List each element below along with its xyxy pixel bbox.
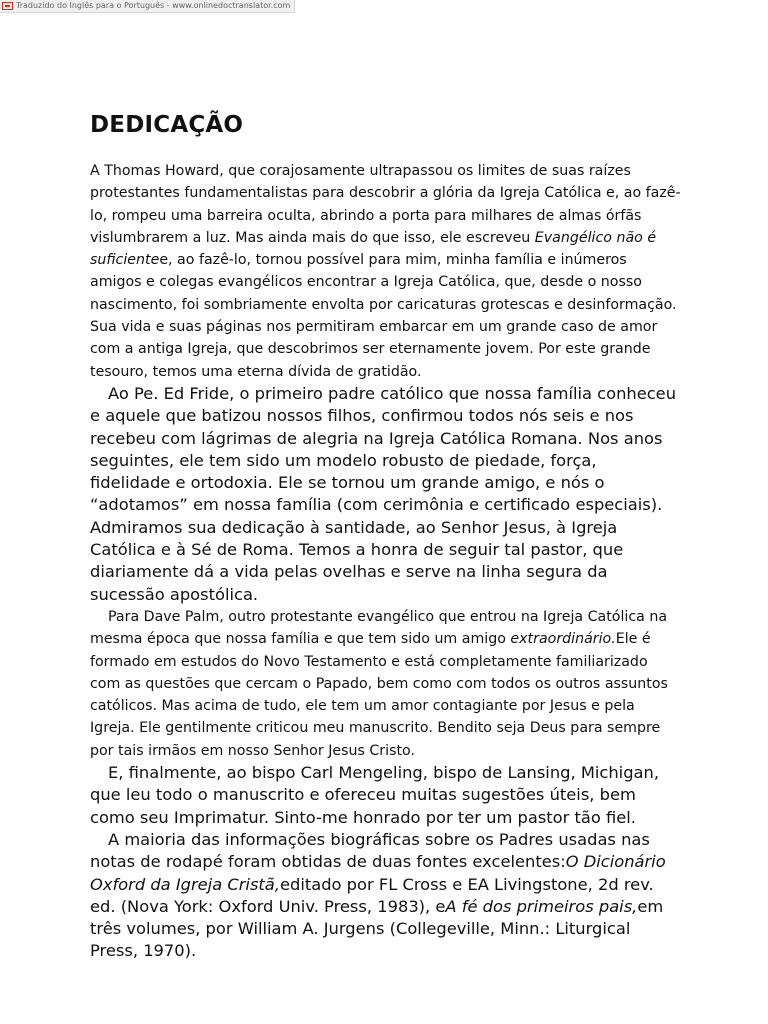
translator-banner-text[interactable]: Traduzido do Inglês para o Português - www.onlinedoctranslator.com bbox=[16, 1, 291, 10]
book-title-italic: Evangélico não é suficiente bbox=[90, 229, 657, 269]
paragraph-text: A Thomas Howard, que corajosamente ultrapassou os limites de suas raízes protestantes fundamentalistas para descobrir a glória da Igreja Católica e, ao fazê-lo, rompeu uma barreira oculta, abrindo a porta para milhares de almas órfãs vislumbrarem a luz. Mas ainda mais do que isso, ele escreveu bbox=[90, 163, 681, 246]
dedication-paragraph-palm bbox=[90, 606, 682, 762]
sources-paragraph bbox=[90, 829, 682, 963]
paragraph-text: em três volumes, por William A. Jurgens (Collegeville, Minn.: Liturgical Press, 1970). bbox=[90, 896, 664, 961]
emphasis-italic: extraordinário. bbox=[510, 631, 616, 648]
paragraph-text: Ele é formado em estudos do Novo Testamento e está completamente familiarizado com as questões que cercam o Papado, bem como com todos os outros assuntos católicos. Mas acima de tudo, ele tem um amor contagiante por Jesus e pela Igreja. Ele gentilmente criticou meu manuscrito. Bendito seja Deus para sempre por tais irmãos em nosso Senhor Jesus Cristo. bbox=[90, 631, 668, 759]
paragraph-text: Para Dave Palm, outro protestante evangélico que entrou na Igreja Católica na mesma época que nossa família e que tem sido um amigo bbox=[90, 608, 668, 648]
book-title-italic: O Dicionário Oxford da Igreja Cristã, bbox=[90, 852, 666, 894]
paragraph-text: e, ao fazê-lo, tornou possível para mim, minha família e inúmeros amigos e colegas evangélicos encontrar a Igreja Católica, que, desde o nosso nascimento, foi sombriamente envolta por caricaturas grotescas e desinformação. Sua vida e suas páginas nos permitiram embarcar em um grande caso de amor com a antiga Igreja, que descobrimos ser eternamente jovem. Por este grande tesouro, temos uma eterna dívida de gratidão. bbox=[90, 252, 677, 380]
dedication-paragraph-fride bbox=[90, 383, 682, 606]
paragraph-text: A maioria das informações biográficas sobre os Padres usadas nas notas de rodapé foram obtidas de duas fontes excelentes: bbox=[90, 829, 650, 872]
translator-banner[interactable] bbox=[0, 0, 295, 13]
paragraph-text: E, finalmente, ao bispo Carl Mengeling, bispo de Lansing, Michigan, que leu todo o manuscrito e ofereceu muitas sugestões úteis, bem como seu Imprimatur. Sinto-me honrado por ter um pastor tão fiel. bbox=[90, 763, 659, 827]
dedication-paragraph-mengeling bbox=[90, 762, 682, 829]
translator-icon bbox=[2, 2, 13, 10]
paragraph-text: Ao Pe. Ed Fride, o primeiro padre católico que nossa família conheceu e aquele que batizou nossos filhos, confirmou todos nós seis e nos recebeu com lágrimas de alegria na Igreja Católica Romana. Nos anos seguintes, ele tem sido um modelo robusto de piedade, força, fidelidade e ortodoxia. Ele se tornou um grande amigo, e nós o “adotamos” em nossa família (com cerimônia e certificado especiais). Admiramos sua dedicação à santidade, ao Senhor Jesus, à Igreja Católica e à Sé de Roma. Temos a honra de seguir tal pastor, que diariamente dá a vida pelas ovelhas e serve na linha segura da sucessão apostólica. bbox=[90, 383, 677, 604]
page-title: DEDICAÇÃO bbox=[90, 112, 244, 138]
dedication-paragraph-howard bbox=[90, 160, 682, 383]
document-page bbox=[90, 112, 682, 963]
book-title-italic: A fé dos primeiros pais, bbox=[445, 896, 638, 916]
paragraph-text: editado por FL Cross e EA Livingstone, 2d rev. ed. (Nova York: Oxford Univ. Press, 1983), e bbox=[90, 874, 654, 916]
